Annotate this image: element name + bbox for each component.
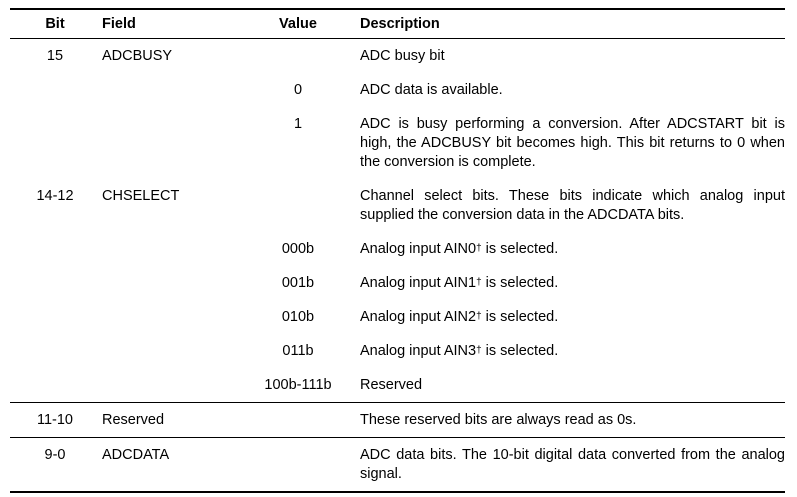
row-field: ADCBUSY [102, 48, 173, 64]
table-row [10, 300, 785, 334]
row-description: Channel select bits. These bits indicate which analog input supplied the conversion data in the ADCDATA bits. [360, 188, 785, 223]
row-bit: 14-12 [36, 188, 74, 204]
row-value: 1 [293, 116, 303, 132]
table-row [10, 403, 785, 437]
row-field: ADCDATA [102, 447, 170, 463]
dagger-mark: † [476, 345, 482, 356]
table-row [10, 107, 785, 179]
row-description: ADC data is available. [360, 82, 503, 98]
row-value: 000b [281, 241, 315, 257]
table-row [10, 266, 785, 300]
row-bit: 9-0 [44, 447, 66, 463]
table-row [10, 334, 785, 368]
register-table [10, 8, 785, 493]
row-bit: 11-10 [36, 412, 73, 428]
row-description: These reserved bits are always read as 0s. [360, 412, 637, 428]
bottom-rule [10, 491, 785, 493]
row-description: Analog input AIN0† is selected. [360, 241, 559, 257]
row-value: 0 [293, 82, 303, 98]
table-header [10, 10, 785, 38]
dagger-mark: † [476, 311, 482, 322]
header-bit: Bit [45, 16, 65, 32]
header-field: Field [102, 16, 136, 32]
row-description: ADC data bits. The 10-bit digital data converted from the analog signal. [360, 447, 785, 482]
row-field: CHSELECT [102, 188, 180, 204]
table-row [10, 73, 785, 107]
dagger-mark: † [476, 243, 482, 254]
dagger-mark: † [476, 277, 482, 288]
table-row [10, 179, 785, 232]
row-value: 100b-111b [264, 377, 332, 393]
row-field: Reserved [102, 412, 165, 428]
row-description: Analog input AIN3† is selected. [360, 343, 559, 359]
table-row [10, 232, 785, 266]
row-bit: 15 [46, 48, 64, 64]
row-value: 011b [282, 343, 314, 359]
row-description: ADC is busy performing a conversion. After ADCSTART bit is high, the ADCBUSY bit becomes high. This bit returns to 0 when the conversion is complete. [360, 116, 785, 170]
row-description: Analog input AIN1† is selected. [360, 275, 559, 291]
row-value: 010b [281, 309, 315, 325]
table-row [10, 39, 785, 73]
header-description: Description [360, 15, 440, 32]
row-description: Analog input AIN2† is selected. [360, 309, 559, 325]
table-row [10, 438, 785, 491]
row-value: 001b [281, 275, 315, 291]
row-description: ADC busy bit [360, 48, 445, 64]
header-value: Value [279, 16, 317, 32]
table-row [10, 368, 785, 402]
row-description: Reserved [360, 377, 423, 393]
